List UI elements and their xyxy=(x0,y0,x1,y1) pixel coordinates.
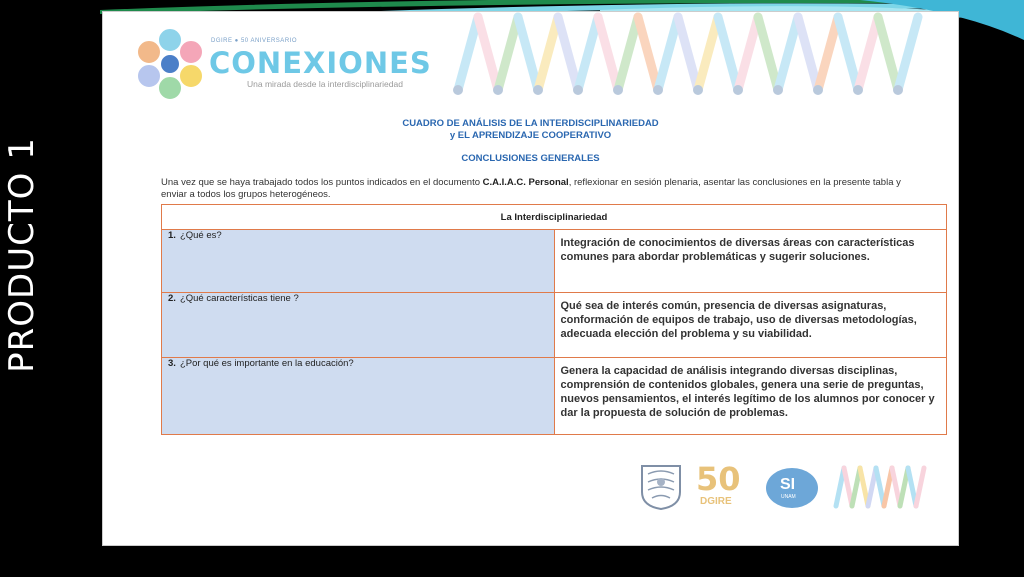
decorative-stripes-banner xyxy=(443,12,943,102)
unam-seal-icon xyxy=(638,462,684,510)
answer-cell: Genera la capacidad de análisis integrando diversas disciplinas, comprensión de contenidos globales, genera una serie de preguntas, nuevos pensamientos, el interés legítimo de los alumnos por conocer y dar la propuesta de solución de problemas. xyxy=(554,358,947,435)
table-row xyxy=(162,230,947,293)
si-sub-label: UNAM xyxy=(781,494,796,500)
doc-heading-2: y EL APRENDIZAJE COOPERATIVO xyxy=(449,130,612,141)
intro-bold-text: C.A.I.A.C. Personal xyxy=(482,177,569,188)
slide-title-text: PRODUCTO 1 xyxy=(2,137,42,373)
question-cell xyxy=(162,293,555,358)
interdisciplinariedad-table xyxy=(161,204,947,435)
intro-text-end: , reflexionar en sesión plenaria, asentar las conclusiones en la presente tabla y enviar a todos los grupos heterogéneos. xyxy=(161,177,901,200)
question-number: 2. xyxy=(168,293,176,304)
table-header: La Interdisciplinariedad xyxy=(162,205,947,230)
question-cell xyxy=(162,230,555,293)
question-cell xyxy=(162,358,555,435)
question-text: ¿Qué características tiene ? xyxy=(179,293,299,304)
footer-logos xyxy=(638,462,938,512)
answer-cell: Qué sea de interés común, presencia de diversas asignaturas, conformación de equipos de trabajo, uso de diversas metodologías, adecuada elección del problema y su viabilidad. xyxy=(554,293,947,358)
logo-top-text: DGIRE ● 50 ANIVERSARIO xyxy=(211,38,297,44)
slide-title xyxy=(2,130,42,380)
dgire-50-number: 50 xyxy=(696,460,741,498)
question-number: 1. xyxy=(168,230,176,241)
table-row xyxy=(162,358,947,435)
question-text: ¿Por qué es importante en la educación? xyxy=(179,358,354,369)
document-image xyxy=(103,12,958,545)
answer-cell: Integración de conocimientos de diversas áreas con características comunes para abordar problemáticas y sugerir soluciones. xyxy=(554,230,947,293)
doc-heading-1: CUADRO DE ANÁLISIS DE LA INTERDISCIPLINARIEDAD xyxy=(402,118,659,129)
table-header-row xyxy=(162,205,947,230)
doc-heading-3: CONCLUSIONES GENERALES xyxy=(461,153,600,164)
dgire-50-logo xyxy=(696,460,754,512)
table-row xyxy=(162,293,947,358)
logo-title: CONEXIONES xyxy=(209,46,432,80)
question-text: ¿Qué es? xyxy=(179,230,222,241)
dgire-label: DGIRE xyxy=(700,496,732,507)
conexiones-logo-icon xyxy=(133,26,207,100)
logo-subtitle: Una mirada desde la interdisciplinariedad xyxy=(247,79,403,89)
intro-text-start: Una vez que se haya trabajado todos los puntos indicados en el documento xyxy=(161,177,483,188)
doc-intro xyxy=(161,177,901,201)
question-number: 3. xyxy=(168,358,176,369)
si-label: SI xyxy=(780,476,796,493)
si-unam-logo xyxy=(766,468,818,508)
stripes-mini-logo-icon xyxy=(830,462,930,510)
